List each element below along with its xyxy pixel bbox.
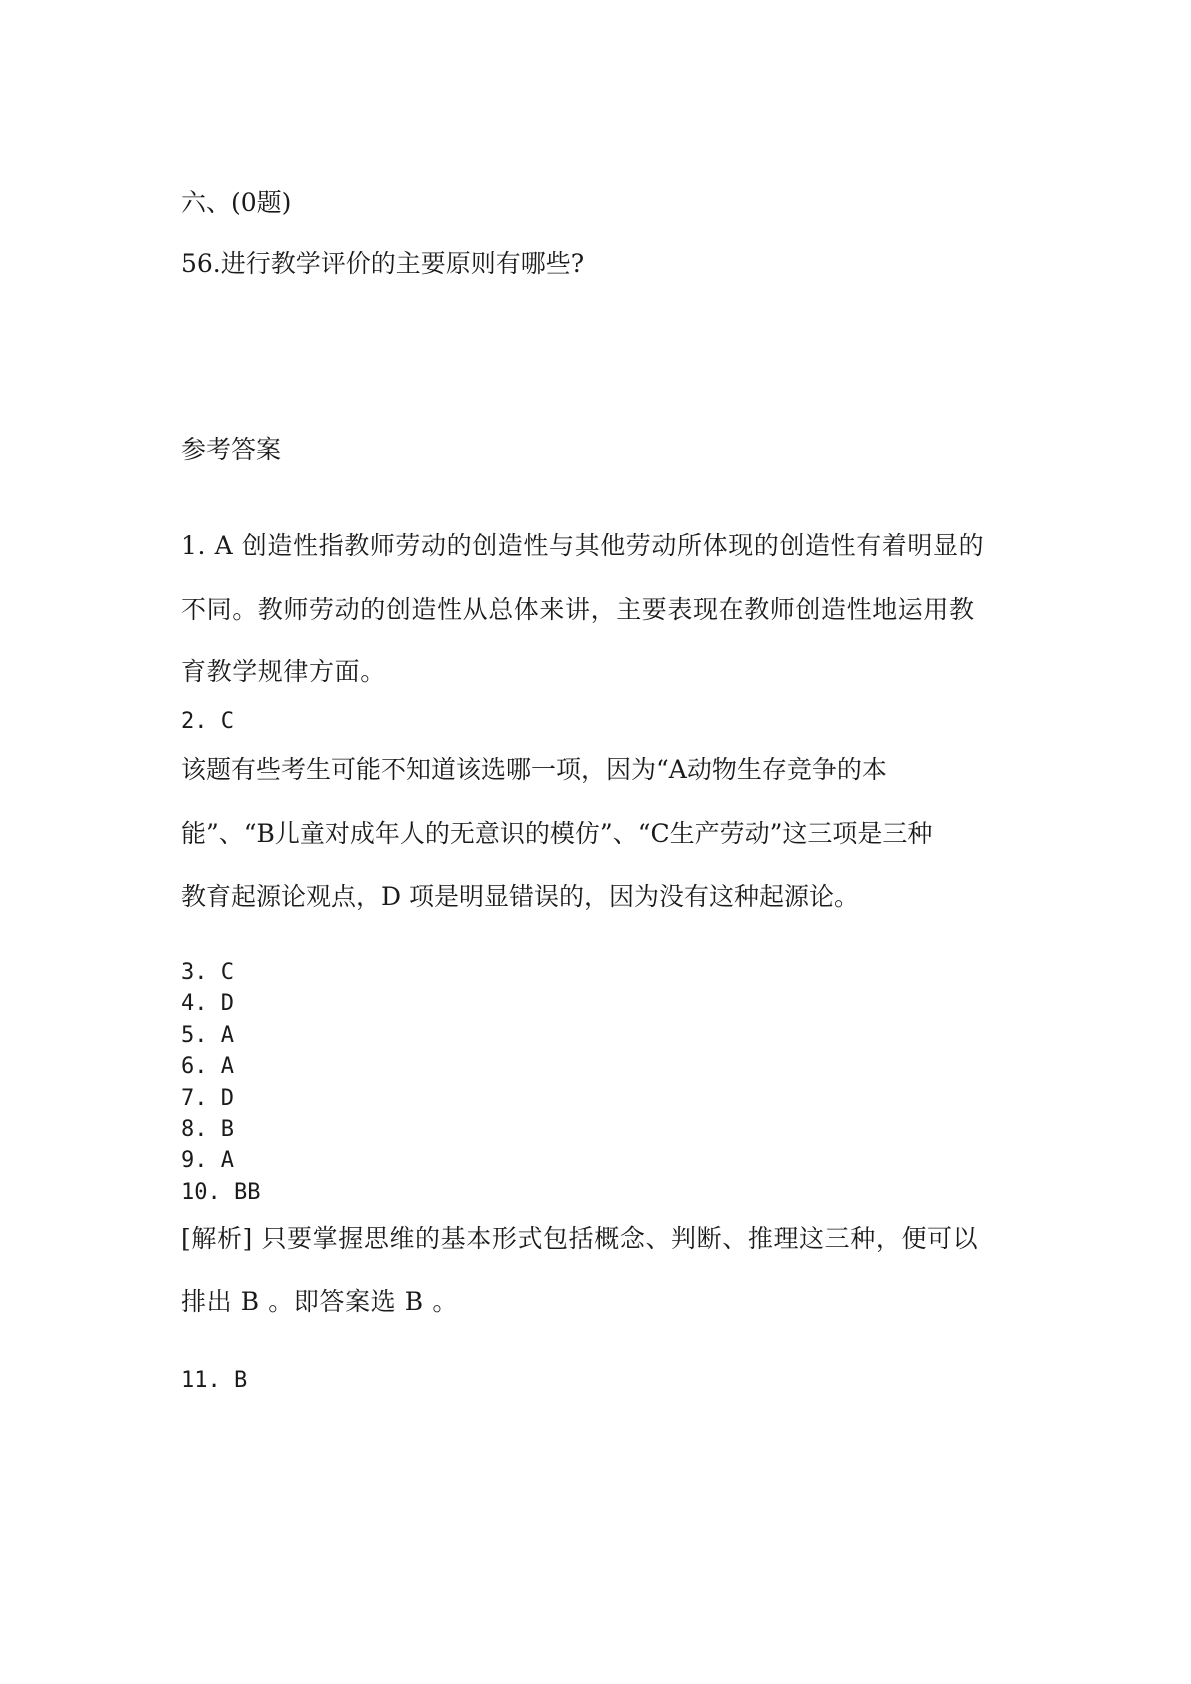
answer-1-line-2: 不同。教师劳动的创造性从总体来讲，主要表现在教师创造性地运用教 [181,595,975,624]
answer-10: 10. BB [181,1180,261,1205]
answer-11: 11. B [181,1368,248,1393]
answer-1-line-1: 1. A 创造性指教师劳动的创造性与其他劳动所体现的创造性有着明显的 [181,531,985,560]
answer-4: 4. D [181,991,234,1016]
answer-10-explain-line-1: [解析] 只要掌握思维的基本形式包括概念、判断、推理这三种，便可以 [181,1224,979,1253]
answer-6: 6. A [181,1054,234,1079]
answer-2: 2. C [181,709,234,734]
answer-8: 8. B [181,1117,234,1142]
answer-3: 3. C [181,960,234,985]
answers-title: 参考答案 [181,435,282,464]
answer-2-explain-line-3: 教育起源论观点，D 项是明显错误的，因为没有这种起源论。 [181,882,859,911]
answer-2-explain-line-1: 该题有些考生可能不知道该选哪一项，因为“A动物生存竞争的本 [181,755,887,784]
section-heading: 六、(0题) [181,188,292,217]
question-56: 56.进行教学评价的主要原则有哪些? [181,249,585,278]
answer-1-line-3: 育教学规律方面。 [181,657,386,686]
answer-7: 7. D [181,1086,234,1111]
answer-5: 5. A [181,1023,234,1048]
answer-9: 9. A [181,1148,234,1173]
answer-10-explain-line-2: 排出 B 。即答案选 B 。 [181,1287,458,1316]
answer-2-explain-line-2: 能”、“B儿童对成年人的无意识的模仿”、“C生产劳动”这三项是三种 [181,819,933,848]
